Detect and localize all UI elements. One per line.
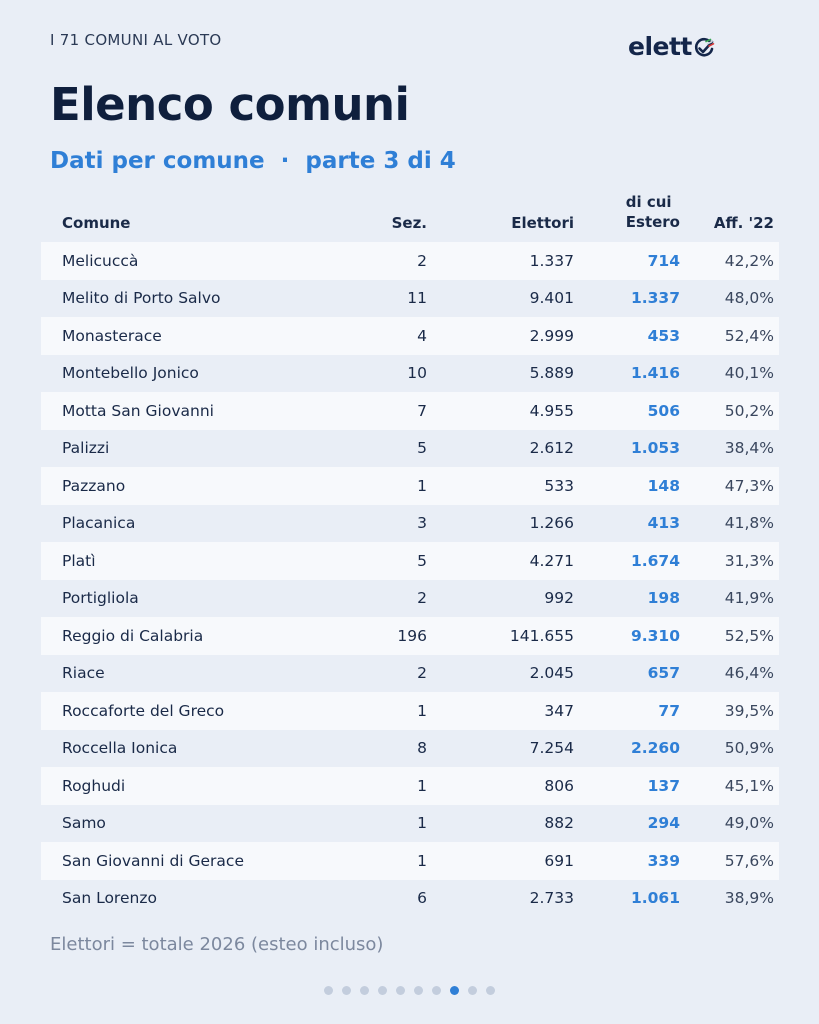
cell-comune: Palizzi (62, 439, 110, 458)
cell-estero: 198 (647, 589, 680, 608)
cell-estero: 148 (647, 476, 680, 495)
cell-sez: 8 (417, 739, 427, 758)
cell-estero: 77 (658, 701, 680, 720)
cell-elettori: 992 (544, 589, 574, 608)
cell-elettori: 882 (544, 814, 574, 833)
cell-aff: 47,3% (724, 476, 774, 495)
cell-aff: 46,4% (724, 664, 774, 683)
table-row (41, 805, 779, 843)
page-title: Elenco comuni (50, 78, 410, 131)
table-body (41, 242, 779, 917)
cell-aff: 50,2% (724, 401, 774, 420)
cell-elettori: 806 (544, 776, 574, 795)
subtitle-part: parte 3 di 4 (305, 148, 456, 174)
pagination-dot-active[interactable] (450, 986, 459, 995)
table-row (41, 542, 779, 580)
cell-aff: 41,8% (724, 514, 774, 533)
cell-elettori: 5.889 (529, 364, 574, 383)
cell-estero: 1.061 (630, 889, 680, 908)
cell-sez: 6 (417, 889, 427, 908)
pagination-dots (0, 986, 819, 995)
cell-estero: 714 (647, 251, 680, 270)
header-aff: Aff. '22 (713, 214, 774, 232)
cell-elettori: 4.271 (529, 551, 574, 570)
cell-comune: Roccella Ionica (62, 739, 178, 758)
cell-elettori: 2.733 (529, 889, 574, 908)
cell-comune: Reggio di Calabria (62, 626, 204, 645)
cell-elettori: 9.401 (529, 289, 574, 308)
table-row (41, 692, 779, 730)
cell-sez: 5 (417, 439, 427, 458)
cell-comune: Roccaforte del Greco (62, 701, 225, 720)
cell-aff: 48,0% (724, 289, 774, 308)
cell-aff: 42,2% (724, 251, 774, 270)
cell-aff: 57,6% (724, 851, 774, 870)
cell-comune: Melito di Porto Salvo (62, 289, 221, 308)
cell-sez: 7 (417, 401, 427, 420)
subtitle-label: Dati per comune (50, 148, 265, 174)
cell-sez: 5 (417, 551, 427, 570)
table-row (41, 467, 779, 505)
subtitle (50, 148, 456, 174)
cell-aff: 52,5% (724, 626, 774, 645)
pagination-dot[interactable] (414, 986, 423, 995)
cell-estero: 9.310 (630, 626, 680, 645)
table-row (41, 317, 779, 355)
cell-elettori: 533 (544, 476, 574, 495)
cell-comune: Placanica (62, 514, 136, 533)
cell-aff: 45,1% (724, 776, 774, 795)
cell-estero: 506 (647, 401, 680, 420)
cell-sez: 1 (417, 814, 427, 833)
brand-logo (628, 32, 715, 61)
cell-aff: 38,9% (724, 889, 774, 908)
pagination-dot[interactable] (342, 986, 351, 995)
cell-estero: 1.674 (630, 551, 680, 570)
pagination-dot[interactable] (468, 986, 477, 995)
cell-aff: 31,3% (724, 551, 774, 570)
cell-sez: 2 (417, 664, 427, 683)
cell-aff: 49,0% (724, 814, 774, 833)
cell-sez: 4 (417, 326, 427, 345)
cell-estero: 453 (647, 326, 680, 345)
cell-sez: 2 (417, 589, 427, 608)
cell-comune: Portigliola (62, 589, 139, 608)
table-row (41, 880, 779, 918)
cell-elettori: 1.266 (529, 514, 574, 533)
cell-elettori: 1.337 (529, 251, 574, 270)
cell-comune: San Giovanni di Gerace (62, 851, 244, 870)
cell-aff: 38,4% (724, 439, 774, 458)
cell-comune: Platì (62, 551, 96, 570)
cell-elettori: 347 (544, 701, 574, 720)
cell-sez: 1 (417, 776, 427, 795)
pagination-dot[interactable] (360, 986, 369, 995)
cell-aff: 39,5% (724, 701, 774, 720)
pagination-dot[interactable] (486, 986, 495, 995)
pagination-dot[interactable] (396, 986, 405, 995)
header-estero (626, 192, 680, 232)
cell-sez: 1 (417, 701, 427, 720)
cell-estero: 1.416 (630, 364, 680, 383)
cell-estero: 1.053 (630, 439, 680, 458)
table-row (41, 730, 779, 768)
header-elettori: Elettori (511, 214, 574, 232)
table-row (41, 617, 779, 655)
cell-sez: 1 (417, 476, 427, 495)
table-row (41, 430, 779, 468)
cell-aff: 50,9% (724, 739, 774, 758)
cell-elettori: 2.999 (529, 326, 574, 345)
cell-elettori: 141.655 (509, 626, 574, 645)
cell-aff: 41,9% (724, 589, 774, 608)
cell-aff: 40,1% (724, 364, 774, 383)
subtitle-separator: · (280, 148, 290, 174)
cell-estero: 137 (647, 776, 680, 795)
table-row (41, 580, 779, 618)
table-row (41, 242, 779, 280)
cell-aff: 52,4% (724, 326, 774, 345)
cell-elettori: 2.045 (529, 664, 574, 683)
cell-estero: 2.260 (630, 739, 680, 758)
header-estero-line2: Estero (625, 213, 680, 231)
table-row (41, 392, 779, 430)
cell-comune: Pazzano (62, 476, 126, 495)
table-row (41, 505, 779, 543)
cell-sez: 10 (407, 364, 427, 383)
pagination-dot[interactable] (378, 986, 387, 995)
cell-elettori: 4.955 (529, 401, 574, 420)
cell-estero: 294 (647, 814, 680, 833)
header-estero-line1: di cui (625, 193, 672, 211)
pagination-dot[interactable] (432, 986, 441, 995)
table-header (41, 190, 779, 240)
cell-elettori: 2.612 (529, 439, 574, 458)
cell-estero: 339 (647, 851, 680, 870)
check-circle-icon (693, 37, 715, 59)
cell-elettori: 691 (544, 851, 574, 870)
cell-comune: Roghudi (62, 776, 126, 795)
cell-estero: 1.337 (630, 289, 680, 308)
table-row (41, 767, 779, 805)
table-row (41, 355, 779, 393)
kicker: I 71 COMUNI AL VOTO (50, 31, 222, 49)
footnote: Elettori = totale 2026 (esteo incluso) (50, 934, 384, 955)
table-row (41, 842, 779, 880)
cell-sez: 11 (407, 289, 427, 308)
table-row (41, 280, 779, 318)
cell-estero: 657 (647, 664, 680, 683)
header-sez: Sez. (391, 214, 427, 232)
cell-elettori: 7.254 (529, 739, 574, 758)
cell-comune: Monasterace (62, 326, 162, 345)
cell-sez: 1 (417, 851, 427, 870)
brand-wordmark: elett (628, 32, 692, 61)
cell-comune: Samo (62, 814, 106, 833)
cell-comune: Motta San Giovanni (62, 401, 214, 420)
cell-sez: 3 (417, 514, 427, 533)
header-comune: Comune (62, 214, 131, 232)
table-row (41, 655, 779, 693)
pagination-dot[interactable] (324, 986, 333, 995)
cell-sez: 196 (397, 626, 427, 645)
cell-sez: 2 (417, 251, 427, 270)
cell-comune: San Lorenzo (62, 889, 157, 908)
cell-comune: Montebello Jonico (62, 364, 199, 383)
cell-comune: Riace (62, 664, 105, 683)
cell-estero: 413 (647, 514, 680, 533)
cell-comune: Melicuccà (62, 251, 139, 270)
